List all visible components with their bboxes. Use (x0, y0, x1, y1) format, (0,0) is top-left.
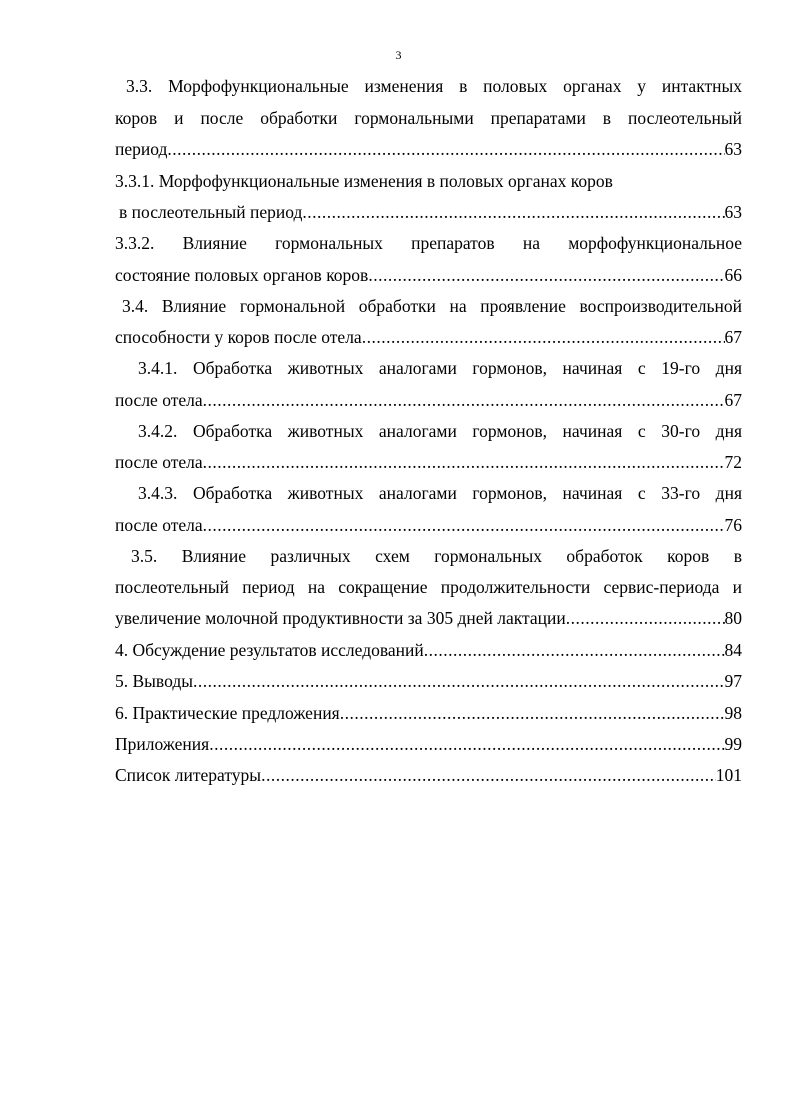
toc-entry-text: способности у коров после отела (115, 327, 362, 347)
toc-entry-3-3-1-line-2 (119, 196, 742, 228)
toc-entry-3-4-line-2 (115, 321, 742, 353)
toc-page-number: 98 (724, 703, 742, 723)
dot-leader (362, 321, 725, 353)
dot-leader (209, 728, 724, 760)
toc-page-number: 63 (724, 139, 742, 159)
toc-page-number: 99 (724, 734, 742, 754)
toc-entry-text: после отела (115, 515, 203, 535)
toc-entry-text: увеличение молочной продуктивности за 305 дней лактации (115, 608, 566, 628)
toc-page-number: 72 (724, 452, 742, 472)
toc-entry-3-4-1-line-2 (115, 384, 742, 416)
toc-page-number: 63 (724, 202, 742, 222)
dot-leader (203, 446, 725, 478)
dot-leader (203, 509, 725, 541)
toc-page-number: 84 (724, 640, 742, 660)
toc-entry-3-4-2-line-1: 3.4.2. Обработка животных аналогами гормонов, начиная с 30-го дня (138, 421, 742, 441)
toc-entry-3-3-2-line-1: 3.3.2. Влияние гормональных препаратов на морфофункциональное (115, 233, 742, 253)
toc-entry-text: Список литературы (115, 765, 262, 785)
toc-entry-3-4-1-line-1: 3.4.1. Обработка животных аналогами гормонов, начиная с 19-го дня (138, 358, 742, 378)
toc-entry-3-3-line-3 (115, 133, 742, 165)
dot-leader (167, 133, 724, 165)
toc-entry-text: состояние половых органов коров (115, 265, 369, 285)
toc-entry-3-3-1-line-1: 3.3.1. Морфофункциональные изменения в половых органах коров (115, 171, 613, 191)
dot-leader (193, 665, 725, 697)
toc-entry-3-3-2-line-2 (115, 259, 742, 291)
toc-entry-3-4-3-line-1: 3.4.3. Обработка животных аналогами гормонов, начиная с 33-го дня (138, 483, 742, 503)
toc-entry-3-3-line-1: 3.3. Морфофункциональные изменения в половых органах у интактных (126, 76, 742, 96)
toc-entry-3-4-2-line-2 (115, 446, 742, 478)
toc-entry-text: 4. Обсуждение результатов исследований (115, 640, 424, 660)
page-number: 3 (395, 48, 402, 62)
toc-page-number: 67 (724, 327, 742, 347)
toc-entry-text: после отела (115, 390, 203, 410)
toc-entry-text: Приложения (115, 734, 210, 754)
toc-page-number: 101 (715, 765, 742, 785)
dot-leader (203, 384, 725, 416)
dot-leader (261, 759, 716, 791)
toc-entry-text: 6. Практические предложения (115, 703, 340, 723)
toc-entry-3-4-line-1: 3.4. Влияние гормональной обработки на проявление воспроизводительной (122, 296, 742, 316)
toc-page-number: 66 (724, 265, 742, 285)
toc-entry-references (115, 759, 742, 791)
toc-page-number: 67 (724, 390, 742, 410)
toc-entry-text: после отела (115, 452, 203, 472)
toc-entry-3-5-line-3 (115, 602, 742, 634)
toc-entry-3-5-line-2: послеотельный период на сокращение продолжительности сервис-периода и (115, 577, 742, 597)
toc-entry-3-4-3-line-2 (115, 509, 742, 541)
dot-leader (302, 196, 724, 228)
toc-entry-6 (115, 697, 742, 729)
toc-entry-3-5-line-1: 3.5. Влияние различных схем гормональных обработок коров в (131, 546, 742, 566)
toc-entry-appendix (115, 728, 742, 760)
toc-page-number: 76 (724, 515, 742, 535)
toc-entry-text: в послеотельный период (119, 202, 303, 222)
dot-leader (368, 259, 724, 291)
toc-page-number: 80 (724, 608, 742, 628)
toc-entry-5 (115, 665, 742, 697)
toc-page-number: 97 (724, 671, 742, 691)
toc-entry-4 (115, 634, 742, 666)
dot-leader (566, 602, 725, 634)
dot-leader (424, 634, 725, 666)
toc-entry-3-3-line-2: коров и после обработки гормональными препаратами в послеотельный (115, 108, 742, 128)
toc-entry-text: период (115, 139, 168, 159)
dot-leader (340, 697, 725, 729)
toc-entry-text: 5. Выводы (115, 671, 193, 691)
